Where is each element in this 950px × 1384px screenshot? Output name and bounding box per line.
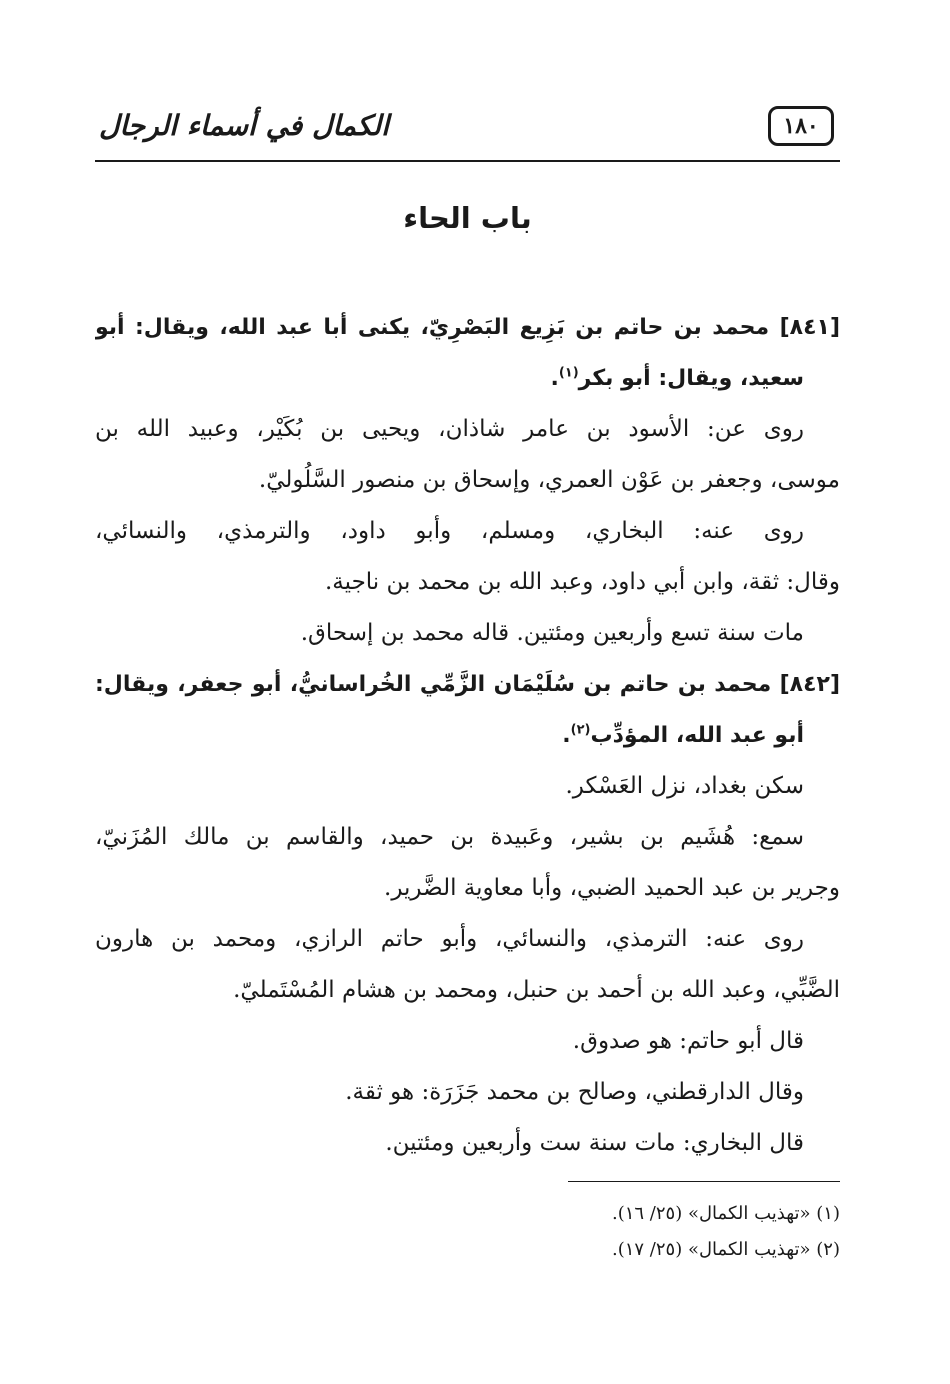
entry-842-heading-text: أبو عبد الله، المؤدِّب — [590, 723, 804, 748]
footnote-ref-1: (١) — [558, 365, 579, 381]
entry-842-daraqutni: وقال الدارقطني، وصالح بن محمد جَزَرَة: هو ثقة. — [345, 1079, 804, 1105]
book-page — [95, 0, 840, 1384]
entry-841-heading-text: سعيد، ويقال: أبو بكر — [578, 366, 804, 391]
entry-841-narrated-from-line1: روى عن: الأسود بن عامر شاذان، ويحيى بن بُكَيْر، وعبيد الله بن — [95, 416, 804, 442]
page-header — [95, 100, 840, 162]
entry-841-heading-line1: [٨٤١] محمد بن حاتم بن بَزِيع البَصْرِيّ، يكنى أبا عبد الله، ويقال: أبو — [95, 315, 840, 340]
footnotes — [95, 1196, 840, 1268]
entry-842-heading-end: . — [562, 723, 571, 748]
entry-842-narrators-line1: روى عنه: الترمذي، والنسائي، وأبو حاتم الرازي، ومحمد بن هارون — [95, 926, 804, 952]
page-number: ١٨٠ — [768, 106, 834, 146]
entry-841-heading-end: . — [550, 366, 559, 391]
footnote-ref-2: (٢) — [570, 722, 591, 738]
chapter-heading: باب الحاء — [403, 201, 532, 235]
entry-841-death-note: مات سنة تسع وأربعين ومئتين. قاله محمد بن إسحاق. — [300, 620, 804, 646]
entry-842-heard-from-line2: وجرير بن عبد الحميد الضبي، وأبا معاوية الضَّرير. — [384, 875, 840, 901]
entry-841-narrated-from-line2: موسى، وجعفر بن عَوْن العمري، وإسحاق بن منصور السَّلُوليّ. — [258, 467, 840, 493]
header-rule — [95, 160, 840, 162]
footnote-rule — [568, 1181, 840, 1182]
entry-842-abu-hatim: قال أبو حاتم: هو صدوق. — [572, 1028, 804, 1054]
entry-842-heard-from-line1: سمع: هُشَيم بن بشير، وعَبيدة بن حميد، والقاسم بن مالك المُزَنيّ، — [95, 824, 804, 850]
entry-841-narrators-line2: وقال: ثقة، وابن أبي داود، وعبد الله بن محمد بن ناجية. — [325, 569, 840, 595]
footnote-1: (١) «تهذيب الكمال» (٢٥/ ١٦). — [611, 1203, 840, 1224]
entry-841-heading-line2 — [95, 353, 840, 404]
footnote-2: (٢) «تهذيب الكمال» (٢٥/ ١٧). — [611, 1239, 840, 1260]
entry-842-narrators-line2: الضَّبِّي، وعبد الله بن أحمد بن حنبل، ومحمد بن هشام المُسْتَمليّ. — [233, 977, 840, 1003]
entry-842-heading-line2 — [95, 710, 840, 761]
page-body — [95, 302, 840, 1169]
entry-842-residence: سكن بغداد، نزل العَسْكر. — [565, 773, 804, 799]
entry-841-narrators-line1: روى عنه: البخاري، ومسلم، وأبو داود، والترمذي، والنسائي، — [95, 518, 804, 544]
running-title: الكمال في أسماء الرجال — [99, 109, 389, 142]
entry-842-heading-line1: [٨٤٢] محمد بن حاتم بن سُلَيْمَان الزَّمِّي الخُراسانيُّ، أبو جعفر، ويقال: — [95, 672, 840, 697]
entry-842-bukhari: قال البخاري: مات سنة ست وأربعين ومئتين. — [385, 1130, 804, 1156]
